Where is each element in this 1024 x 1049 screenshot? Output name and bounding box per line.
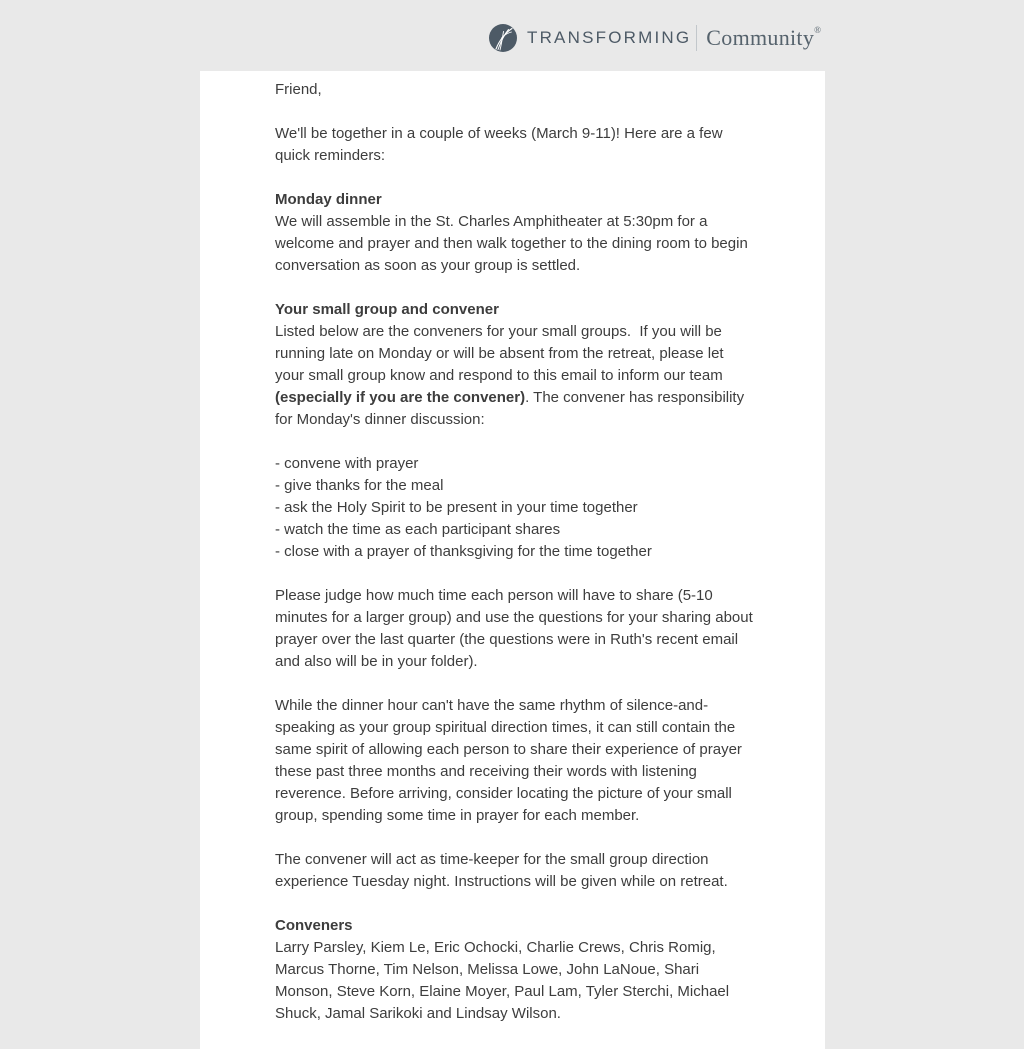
duty-item: - convene with prayer <box>275 455 419 472</box>
logo-divider <box>696 25 697 51</box>
duty-item: - close with a prayer of thanksgiving for the time together <box>275 543 652 560</box>
greeting-text: Friend, <box>275 81 322 98</box>
small-group-section <box>275 299 753 431</box>
conveners-section <box>275 915 753 1025</box>
intro-text: We'll be together in a couple of weeks (March 9-11)! Here are a few quick reminders: <box>275 125 727 164</box>
registered-trademark-symbol: ® <box>814 25 821 35</box>
transforming-community-logo[interactable] <box>489 24 821 52</box>
small-group-text-after: . The convener has responsibility for Monday's dinner discussion: <box>275 389 749 428</box>
monday-dinner-heading: Monday dinner <box>275 191 382 208</box>
duty-item: - watch the time as each participant shares <box>275 521 561 538</box>
timekeeper-text: The convener will act as time-keeper for the small group direction experience Tuesday night. Instructions will be given while on retreat. <box>275 851 728 890</box>
intro-paragraph <box>275 123 753 167</box>
conveners-names: Larry Parsley, Kiem Le, Eric Ochocki, Charlie Crews, Chris Romig, Marcus Thorne, Tim Nelson, Melissa Lowe, John LaNoue, Shari Monson, Steve Korn, Elaine Moyer, Paul Lam, Tyler Sterchi, Michael Shuck, Jamal Sarikoki and Lindsay Wilson. <box>275 939 734 1022</box>
brand-name-primary: TRANSFORMING <box>527 28 692 47</box>
timing-paragraph <box>275 585 757 673</box>
timekeeper-paragraph <box>275 849 753 893</box>
email-header <box>0 0 1024 71</box>
leaf-circle-icon <box>489 24 517 52</box>
small-group-text-bold: (especially if you are the convener) <box>275 389 526 406</box>
conveners-heading: Conveners <box>275 917 353 934</box>
dinner-hour-text: While the dinner hour can't have the same rhythm of silence-and-speaking as your group spiritual direction times, it can still contain the same spirit of allowing each person to share their experience of prayer these past three months and receiving their words with listening reverence. Before arriving, consider locating the picture of your small group, spending some time in prayer for each member. <box>275 697 747 824</box>
small-group-text-before: Listed below are the conveners for your small groups. If you will be running late on Monday or will be absent from the retreat, please let your small group know and respond to this email to inform our team <box>275 323 728 384</box>
convener-duties-list <box>275 453 753 563</box>
small-group-heading: Your small group and convener <box>275 301 499 318</box>
greeting <box>275 79 753 101</box>
duty-item: - ask the Holy Spirit to be present in your time together <box>275 499 638 516</box>
brand-name-secondary: Community <box>706 25 815 50</box>
email-body <box>200 71 825 1049</box>
dinner-hour-paragraph <box>275 695 753 827</box>
monday-dinner-section <box>275 189 753 277</box>
timing-text: Please judge how much time each person will have to share (5-10 minutes for a larger group) and use the questions for your sharing about prayer over the last quarter (the questions were in Ruth's recent email and also will be in your folder). <box>275 587 757 670</box>
duty-item: - give thanks for the meal <box>275 477 444 494</box>
monday-dinner-text: We will assemble in the St. Charles Amphitheater at 5:30pm for a welcome and prayer and then walk together to the dining room to begin conversation as soon as your group is settled. <box>275 213 752 274</box>
